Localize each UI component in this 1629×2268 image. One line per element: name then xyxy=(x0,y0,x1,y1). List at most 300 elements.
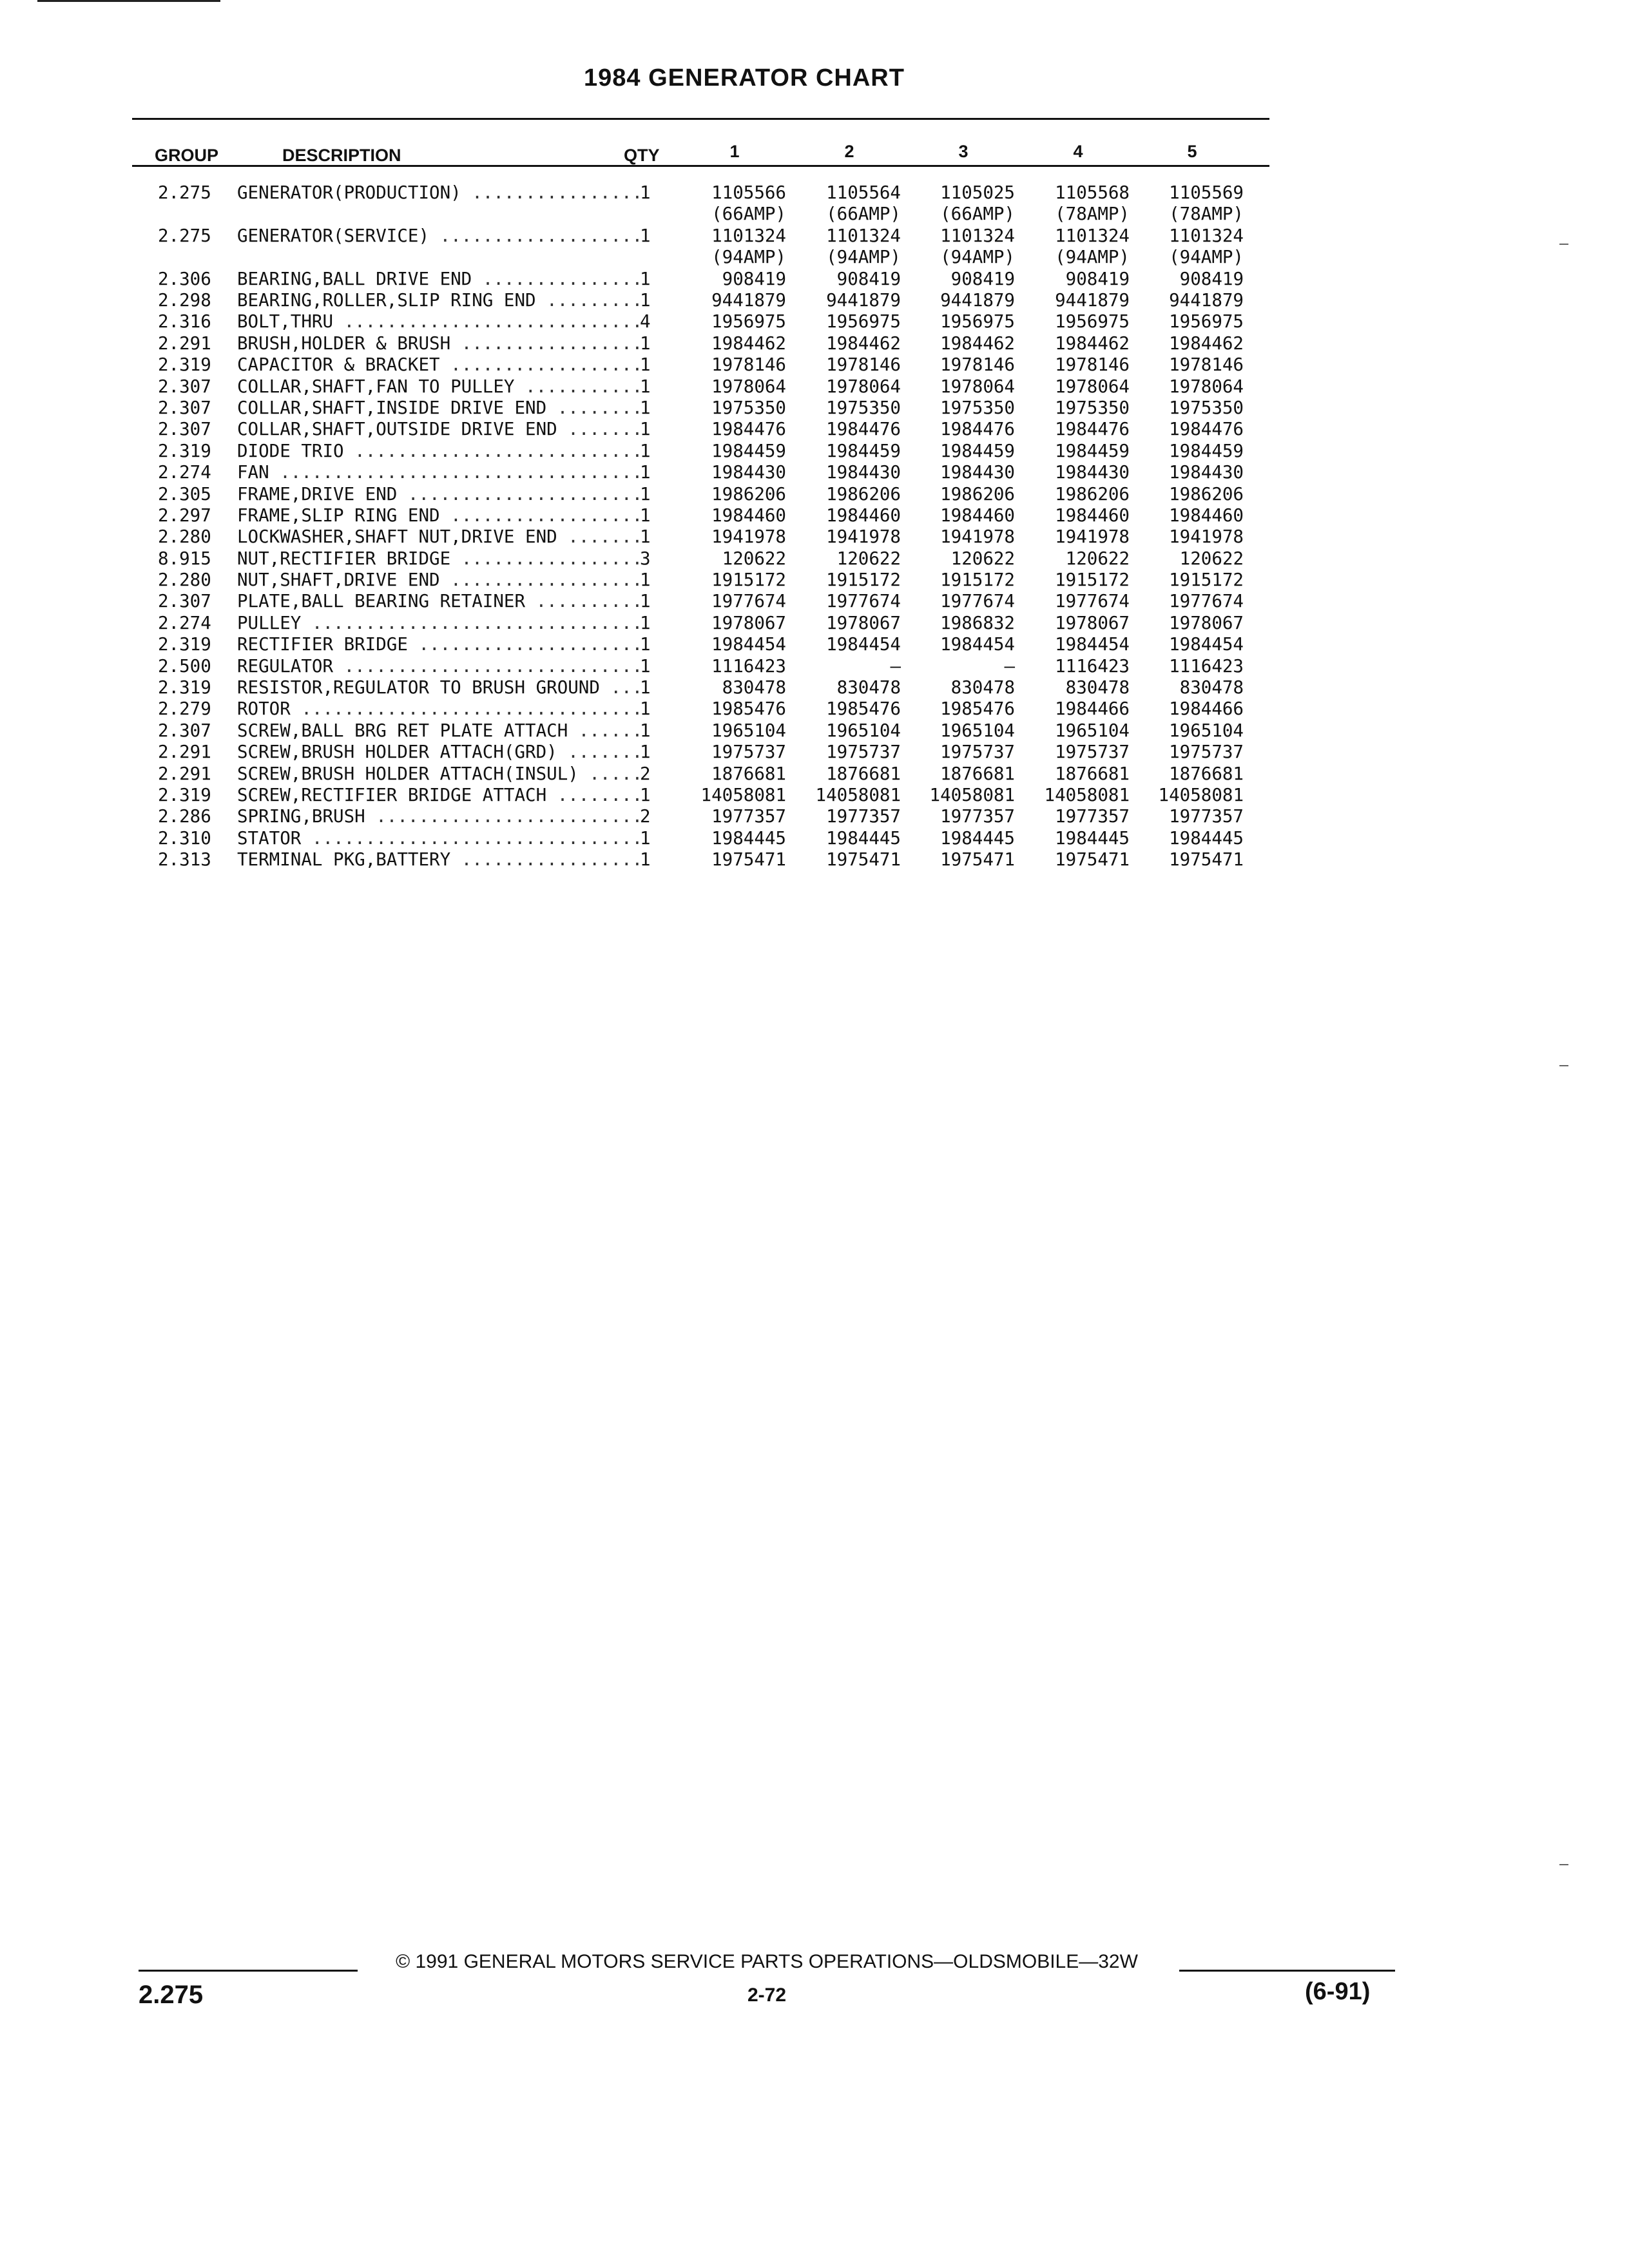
part-number-col-2: 1986206 xyxy=(826,483,901,505)
row-description-text: RECTIFIER BRIDGE xyxy=(237,634,408,655)
part-number-col-3: 1977674 xyxy=(940,591,1015,612)
row-description xyxy=(237,526,643,548)
table-row xyxy=(0,720,1629,742)
header-group: GROUP xyxy=(155,146,219,165)
row-group: 2.307 xyxy=(158,419,211,440)
footer-date-code: (6-91) xyxy=(1305,1978,1371,2005)
part-number-col-2: 1941978 xyxy=(826,526,901,548)
part-number-col-1: 908419 xyxy=(722,268,786,289)
row-description xyxy=(237,742,643,763)
dot-leader: ............................ xyxy=(333,311,643,332)
part-number-col-4: 1915172 xyxy=(1055,570,1130,591)
row-qty: 2 xyxy=(640,763,651,784)
part-number-col-2: 1978064 xyxy=(826,376,901,397)
row-description xyxy=(237,376,643,397)
table-row xyxy=(0,290,1629,311)
row-group: 2.500 xyxy=(158,655,211,677)
header-col-1: 1 xyxy=(729,142,740,161)
row-description xyxy=(237,720,643,741)
part-number-col-3: 1984445 xyxy=(940,827,1015,849)
row-description xyxy=(237,570,643,591)
part-number-col-3: 1978146 xyxy=(940,354,1015,376)
row-qty: 1 xyxy=(640,720,651,741)
row-group: 2.310 xyxy=(158,827,211,849)
row-description-text: RESISTOR,REGULATOR TO BRUSH GROUND xyxy=(237,677,600,698)
table-row xyxy=(0,226,1629,269)
row-qty: 1 xyxy=(640,397,651,418)
table-row xyxy=(0,398,1629,419)
part-number-col-3: 1975737 xyxy=(940,742,1015,763)
row-group: 2.298 xyxy=(158,289,211,311)
part-number-col-2: 1956975 xyxy=(826,311,901,332)
dot-leader: ....... xyxy=(557,742,643,763)
row-qty: 1 xyxy=(640,827,651,849)
part-number-col-5: 1956975 xyxy=(1169,311,1244,332)
row-qty: 1 xyxy=(640,698,651,720)
part-number-col-2: 1975737 xyxy=(826,742,901,763)
part-number-col-2: 908419 xyxy=(836,268,901,289)
part-number-col-1: 1975350 xyxy=(711,397,786,418)
part-number-col-5: 1984459 xyxy=(1169,440,1244,461)
row-description xyxy=(237,698,643,720)
dot-leader: ..................... xyxy=(407,634,643,655)
part-number-col-3: 1977357 xyxy=(940,806,1015,827)
header-col-5: 5 xyxy=(1187,142,1197,161)
part-number-col-4: 908419 xyxy=(1065,268,1130,289)
part-number-col-3: 830478 xyxy=(950,677,1015,698)
dot-leader: ........ xyxy=(546,397,643,418)
row-description-text: PULLEY xyxy=(237,612,302,633)
row-qty: 1 xyxy=(640,634,651,655)
table-row xyxy=(0,634,1629,655)
part-number-col-3: 1101324 (94AMP) xyxy=(940,225,1015,268)
table-row xyxy=(0,613,1629,634)
dot-leader: .................. xyxy=(439,505,643,526)
row-group: 2.274 xyxy=(158,612,211,633)
part-number-col-4: 120622 xyxy=(1065,548,1130,569)
part-number-col-5: 1978146 xyxy=(1169,354,1244,376)
part-number-col-1: 1105566 (66AMP) xyxy=(711,182,786,225)
part-number-col-4: 1101324 (94AMP) xyxy=(1055,225,1130,268)
dot-leader: ........................... xyxy=(343,440,643,461)
part-number-col-4: 1984476 xyxy=(1055,419,1130,440)
row-group: 2.319 xyxy=(158,634,211,655)
dot-leader: ............... xyxy=(472,268,643,289)
part-number-col-5: 9441879 xyxy=(1169,289,1244,311)
row-description-text: SCREW,BALL BRG RET PLATE ATTACH xyxy=(237,720,568,741)
part-number-col-5: 1984445 xyxy=(1169,827,1244,849)
part-number-col-2: 14058081 xyxy=(815,784,901,805)
footer-rule-right xyxy=(1179,1970,1395,1972)
part-number-col-5: 1975350 xyxy=(1169,397,1244,418)
dot-leader: ........... xyxy=(514,376,643,397)
dot-leader: .................. xyxy=(439,354,643,376)
part-number-col-5: 1978067 xyxy=(1169,612,1244,633)
row-description-text: BEARING,BALL DRIVE END xyxy=(237,268,472,289)
part-number-col-4: 1984462 xyxy=(1055,332,1130,354)
row-description-text: NUT,SHAFT,DRIVE END xyxy=(237,570,440,591)
part-number-col-2: 1984445 xyxy=(826,827,901,849)
part-number-col-1: 1984454 xyxy=(711,634,786,655)
row-description-text: FRAME,SLIP RING END xyxy=(237,505,440,526)
header-bottom-rule xyxy=(132,165,1269,167)
part-number-col-3: 1965104 xyxy=(940,720,1015,741)
row-group: 2.307 xyxy=(158,397,211,418)
table-row xyxy=(0,354,1629,376)
row-description xyxy=(237,332,643,354)
part-number-col-2: 1915172 xyxy=(826,570,901,591)
row-description xyxy=(237,397,643,418)
part-number-col-3: 1975471 xyxy=(940,849,1015,870)
part-number-col-3: 1985476 xyxy=(940,698,1015,720)
dot-leader: ... xyxy=(599,677,643,698)
row-description xyxy=(237,268,643,289)
row-qty: 1 xyxy=(640,849,651,870)
row-description xyxy=(237,289,643,311)
row-qty: 1 xyxy=(640,526,651,548)
row-description xyxy=(237,763,643,784)
row-description-text: SCREW,BRUSH HOLDER ATTACH(GRD) xyxy=(237,742,557,763)
part-number-col-5: 1105569 (78AMP) xyxy=(1169,182,1244,225)
row-group: 2.307 xyxy=(158,376,211,397)
part-number-col-4: 1876681 xyxy=(1055,763,1130,784)
row-group: 2.279 xyxy=(158,698,211,720)
part-number-col-2: 1984460 xyxy=(826,505,901,526)
table-row xyxy=(0,441,1629,462)
part-number-col-2: 1876681 xyxy=(826,763,901,784)
part-number-col-4: 830478 xyxy=(1065,677,1130,698)
row-group: 2.291 xyxy=(158,763,211,784)
header-col-2: 2 xyxy=(844,142,854,161)
part-number-col-1: 1965104 xyxy=(711,720,786,741)
row-qty: 1 xyxy=(640,505,651,526)
row-description-text: GENERATOR(SERVICE) xyxy=(237,225,430,246)
part-number-col-4: 1105568 (78AMP) xyxy=(1055,182,1130,225)
row-description-text: DIODE TRIO xyxy=(237,440,344,461)
part-number-col-4: 1978146 xyxy=(1055,354,1130,376)
row-description xyxy=(237,827,643,849)
dot-leader: .......... xyxy=(525,591,643,612)
part-number-col-1: 1984430 xyxy=(711,462,786,483)
row-group: 2.307 xyxy=(158,591,211,612)
dot-leader: ..... xyxy=(578,763,643,784)
row-group: 2.319 xyxy=(158,354,211,376)
part-number-col-2: 1985476 xyxy=(826,698,901,720)
row-qty: 4 xyxy=(640,311,651,332)
dot-leader: ....... xyxy=(557,419,643,440)
row-description xyxy=(237,505,643,526)
part-number-col-1: 1984445 xyxy=(711,827,786,849)
row-description xyxy=(237,634,643,655)
table-row xyxy=(0,419,1629,440)
row-description xyxy=(237,419,643,440)
part-number-col-4: 1978064 xyxy=(1055,376,1130,397)
row-description xyxy=(237,440,643,461)
part-number-col-4: 1116423 xyxy=(1055,655,1130,677)
part-number-col-3: 1105025 (66AMP) xyxy=(940,182,1015,225)
row-group: 2.274 xyxy=(158,462,211,483)
part-number-col-3: 1986832 xyxy=(940,612,1015,633)
row-group: 2.280 xyxy=(158,570,211,591)
row-qty: 1 xyxy=(640,655,651,677)
row-qty: 1 xyxy=(640,268,651,289)
row-qty: 1 xyxy=(640,289,651,311)
part-number-col-3: — xyxy=(1004,655,1015,677)
part-number-col-5: 1986206 xyxy=(1169,483,1244,505)
row-description-text: SCREW,BRUSH HOLDER ATTACH(INSUL) xyxy=(237,763,579,784)
part-number-col-1: 1977674 xyxy=(711,591,786,612)
row-description-text: BRUSH,HOLDER & BRUSH xyxy=(237,332,451,354)
part-number-col-1: 1978067 xyxy=(711,612,786,633)
dot-leader: ................. xyxy=(450,849,643,870)
table-row xyxy=(0,376,1629,398)
part-number-col-4: 1986206 xyxy=(1055,483,1130,505)
row-description-text: SPRING,BRUSH xyxy=(237,806,365,827)
dot-leader: ............................... xyxy=(301,827,643,849)
corner-rule xyxy=(37,0,220,2)
part-number-col-1: 1956975 xyxy=(711,311,786,332)
part-number-col-3: 120622 xyxy=(950,548,1015,569)
dot-leader: ................ xyxy=(461,182,643,203)
part-number-col-5: 1977674 xyxy=(1169,591,1244,612)
row-group: 2.319 xyxy=(158,677,211,698)
part-number-col-3: 908419 xyxy=(950,268,1015,289)
row-description-text: FRAME,DRIVE END xyxy=(237,483,398,505)
table-row xyxy=(0,311,1629,332)
part-number-col-1: 1984462 xyxy=(711,332,786,354)
row-qty: 1 xyxy=(640,332,651,354)
table-row xyxy=(0,656,1629,677)
part-number-col-1: 120622 xyxy=(722,548,786,569)
dot-leader: ................. xyxy=(450,332,643,354)
row-group: 2.280 xyxy=(158,526,211,548)
part-number-col-3: 1984454 xyxy=(940,634,1015,655)
part-number-col-5: 1984476 xyxy=(1169,419,1244,440)
part-number-col-2: 1977357 xyxy=(826,806,901,827)
part-number-col-5: 1975737 xyxy=(1169,742,1244,763)
part-number-col-2: 1984430 xyxy=(826,462,901,483)
dot-leader: ......... xyxy=(535,289,643,311)
part-number-col-4: 1984454 xyxy=(1055,634,1130,655)
part-number-col-4: 1978067 xyxy=(1055,612,1130,633)
part-number-col-5: 1984454 xyxy=(1169,634,1244,655)
dot-leader: .................. xyxy=(439,570,643,591)
part-number-col-4: 1977674 xyxy=(1055,591,1130,612)
table-row xyxy=(0,677,1629,698)
dot-leader: ....... xyxy=(557,526,643,548)
part-number-col-1: 1985476 xyxy=(711,698,786,720)
part-number-col-4: 1984459 xyxy=(1055,440,1130,461)
row-group: 2.305 xyxy=(158,483,211,505)
part-number-col-1: 14058081 xyxy=(700,784,786,805)
part-number-col-1: 9441879 xyxy=(711,289,786,311)
part-number-col-3: 14058081 xyxy=(929,784,1015,805)
row-description xyxy=(237,784,643,805)
row-description xyxy=(237,311,643,332)
part-number-col-1: 1116423 xyxy=(711,655,786,677)
part-number-col-1: 1977357 xyxy=(711,806,786,827)
part-number-col-3: 1975350 xyxy=(940,397,1015,418)
table-row xyxy=(0,849,1629,870)
row-description-text: STATOR xyxy=(237,827,302,849)
part-number-col-5: 1984430 xyxy=(1169,462,1244,483)
part-number-col-1: 1101324 (94AMP) xyxy=(711,225,786,268)
footer-copyright: © 1991 GENERAL MOTORS SERVICE PARTS OPERATIONS—OLDSMOBILE—32W xyxy=(396,1951,1138,1972)
part-number-col-5: 1975471 xyxy=(1169,849,1244,870)
part-number-col-1: 1986206 xyxy=(711,483,786,505)
part-number-col-2: 1977674 xyxy=(826,591,901,612)
row-description xyxy=(237,225,643,246)
part-number-col-1: 1984476 xyxy=(711,419,786,440)
part-number-col-1: 1984460 xyxy=(711,505,786,526)
part-number-col-4: 1984430 xyxy=(1055,462,1130,483)
row-description-text: REGULATOR xyxy=(237,655,334,677)
table-row xyxy=(0,182,1629,226)
row-description xyxy=(237,677,643,698)
row-group: 2.291 xyxy=(158,742,211,763)
part-number-col-2: 120622 xyxy=(836,548,901,569)
row-group: 2.297 xyxy=(158,505,211,526)
part-number-col-5: 1101324 (94AMP) xyxy=(1169,225,1244,268)
row-qty: 1 xyxy=(640,570,651,591)
dot-leader: .................................. xyxy=(269,462,643,483)
part-number-col-1: 1975737 xyxy=(711,742,786,763)
part-number-col-2: 1975471 xyxy=(826,849,901,870)
row-group: 2.316 xyxy=(158,311,211,332)
table-row xyxy=(0,269,1629,290)
row-description-text: ROTOR xyxy=(237,698,291,720)
part-number-col-5: 1984462 xyxy=(1169,332,1244,354)
row-qty: 1 xyxy=(640,376,651,397)
row-description-text: PLATE,BALL BEARING RETAINER xyxy=(237,591,526,612)
table-row xyxy=(0,462,1629,483)
row-qty: 1 xyxy=(640,612,651,633)
part-number-col-2: 1978067 xyxy=(826,612,901,633)
header-description: DESCRIPTION xyxy=(282,146,401,165)
part-number-col-2: 1984462 xyxy=(826,332,901,354)
part-number-col-5: 1876681 xyxy=(1169,763,1244,784)
part-number-col-5: 1984466 xyxy=(1169,698,1244,720)
part-number-col-3: 1915172 xyxy=(940,570,1015,591)
part-number-col-5: 1965104 xyxy=(1169,720,1244,741)
row-description xyxy=(237,483,643,505)
row-qty: 1 xyxy=(640,462,651,483)
table-row xyxy=(0,764,1629,785)
row-qty: 1 xyxy=(640,419,651,440)
table-row xyxy=(0,484,1629,505)
dot-leader: ...... xyxy=(568,720,643,741)
part-number-col-3: 1984476 xyxy=(940,419,1015,440)
dot-leader: ...................... xyxy=(397,483,643,505)
dot-leader: ................. xyxy=(450,548,643,569)
row-description-text: GENERATOR(PRODUCTION) xyxy=(237,182,461,203)
table-row xyxy=(0,505,1629,526)
header-col-4: 4 xyxy=(1073,142,1083,161)
part-number-col-2: 1101324 (94AMP) xyxy=(826,225,901,268)
part-number-col-4: 1965104 xyxy=(1055,720,1130,741)
row-description xyxy=(237,591,643,612)
part-number-col-2: 1978146 xyxy=(826,354,901,376)
part-number-col-3: 1984460 xyxy=(940,505,1015,526)
parts-table xyxy=(0,182,1629,871)
table-row xyxy=(0,785,1629,806)
row-group: 2.306 xyxy=(158,268,211,289)
dot-leader: ................................ xyxy=(290,698,643,720)
part-number-col-5: 1941978 xyxy=(1169,526,1244,548)
row-description xyxy=(237,612,643,633)
table-row xyxy=(0,828,1629,849)
part-number-col-3: 9441879 xyxy=(940,289,1015,311)
part-number-col-5: 1915172 xyxy=(1169,570,1244,591)
scan-speck xyxy=(1559,1065,1568,1066)
part-number-col-5: 908419 xyxy=(1179,268,1244,289)
part-number-col-4: 1977357 xyxy=(1055,806,1130,827)
row-qty: 2 xyxy=(640,806,651,827)
table-row xyxy=(0,333,1629,354)
row-description-text: CAPACITOR & BRACKET xyxy=(237,354,440,376)
row-description xyxy=(237,849,643,870)
part-number-col-4: 1941978 xyxy=(1055,526,1130,548)
dot-leader: ............................... xyxy=(301,612,643,633)
row-description-text: LOCKWASHER,SHAFT NUT,DRIVE END xyxy=(237,526,557,548)
row-description-text: COLLAR,SHAFT,FAN TO PULLEY xyxy=(237,376,515,397)
part-number-col-4: 1975471 xyxy=(1055,849,1130,870)
row-qty: 1 xyxy=(640,784,651,805)
footer-page-number: 2-72 xyxy=(747,1984,787,2006)
table-row xyxy=(0,591,1629,612)
part-number-col-2: 1984476 xyxy=(826,419,901,440)
part-number-col-3: 1984430 xyxy=(940,462,1015,483)
table-row xyxy=(0,698,1629,720)
row-description xyxy=(237,462,643,483)
part-number-col-5: 1984460 xyxy=(1169,505,1244,526)
row-description xyxy=(237,655,643,677)
row-group: 2.291 xyxy=(158,332,211,354)
row-description-text: COLLAR,SHAFT,OUTSIDE DRIVE END xyxy=(237,419,557,440)
row-description xyxy=(237,806,643,827)
part-number-col-1: 1978146 xyxy=(711,354,786,376)
row-group: 2.313 xyxy=(158,849,211,870)
row-qty: 1 xyxy=(640,182,651,203)
table-row xyxy=(0,806,1629,827)
dot-leader: ........ xyxy=(546,784,643,805)
row-qty: 3 xyxy=(640,548,651,569)
part-number-col-3: 1941978 xyxy=(940,526,1015,548)
part-number-col-2: 1984459 xyxy=(826,440,901,461)
row-qty: 1 xyxy=(640,591,651,612)
part-number-col-3: 1876681 xyxy=(940,763,1015,784)
table-row xyxy=(0,526,1629,548)
part-number-col-3: 1986206 xyxy=(940,483,1015,505)
dot-leader: ............................ xyxy=(333,655,643,677)
row-qty: 1 xyxy=(640,677,651,698)
part-number-col-1: 1975471 xyxy=(711,849,786,870)
row-description-text: BOLT,THRU xyxy=(237,311,334,332)
row-qty: 1 xyxy=(640,742,651,763)
part-number-col-2: 1965104 xyxy=(826,720,901,741)
part-number-col-4: 1975737 xyxy=(1055,742,1130,763)
part-number-col-4: 1984460 xyxy=(1055,505,1130,526)
footer-section-number: 2.275 xyxy=(139,1981,204,2009)
row-description-text: FAN xyxy=(237,462,269,483)
part-number-col-4: 14058081 xyxy=(1044,784,1130,805)
scan-speck xyxy=(1559,244,1568,245)
row-group: 2.319 xyxy=(158,784,211,805)
row-qty: 1 xyxy=(640,225,651,246)
part-number-col-5: 1977357 xyxy=(1169,806,1244,827)
part-number-col-2: 830478 xyxy=(836,677,901,698)
part-number-col-2: — xyxy=(890,655,901,677)
